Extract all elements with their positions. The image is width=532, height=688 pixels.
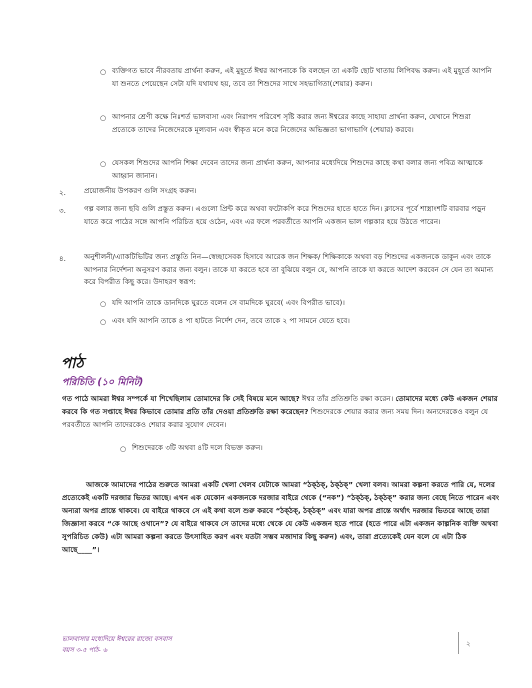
list-number: ৪.	[59, 254, 66, 263]
numbered-item: গল্প বলার জন্য ছবি গুলি প্রস্তুত করুন। এগুলো প্রিন্ট করে অথবা ফটোকপি করে শিশুদের হাতে হাতে দিন। ক্লাসের পূর্বে শাস্ত্রাংশটি বারবার পড়ুন যাতে করে পাঠের সঙ্গে আপনি পরিচিত হয়ে ওঠেন, এবং এর ফলে পরবর্তীতে আপনি একজন ভাল গল্পকার হয়ে উঠতে পারেন।	[84, 204, 486, 226]
footer-divider	[458, 632, 459, 654]
bullet-icon: ○	[100, 68, 107, 76]
bullet-icon: ○	[120, 445, 127, 453]
numbered-item: অনুশীলনী/এ্যাকটিভিটির জন্য প্রস্তুতি নিন—স্বেচ্ছাসেবক হিসাবে আরেক জন শিক্ষক/ শিক্ষিকাকে অথবা বড় শিশুদের একজনকে ডাকুন এবং তাকে আপনার নির্দেশনা অনুসরণ করার জন্য বলুন। তাকে যা করতে হবে তা বুঝিয়ে বলুন যে, আপনি তাকে যা করতে আদেশ করবেন সে যেন তা অমান্য করে বিপরীত কিছু করে। উদাহরণ স্বরূপ:	[84, 252, 494, 286]
list-number: ২.	[59, 188, 66, 197]
page-number: ২	[466, 640, 471, 648]
intro-paragraph	[62, 392, 500, 431]
footer-line-2: বয়স ৩-৫ পাঠ- ৬	[62, 646, 108, 654]
intro-question: গত পাঠে আমরা ঈশ্বর সম্পর্কে যা শিখেছিলাম তোমাদের কি সেই বিষয়ে মনে আছে?	[62, 394, 300, 403]
section-heading: পাঠ	[61, 354, 84, 372]
bullet-item: ব্যক্তিগত ভাবে নীরবতায় প্রার্থনা করুন, এই মুহূর্তে ঈশ্বর আপনাকে কি বলছেন তা একটি ছোট খাতায় লিপিবদ্ধ করুন। এই মুহূর্তে আপনি যা শুনতে পেয়েছেন সেটা যদি যথাযথ হয়, তবে তা শিশুদের সাথে সহভাগিতা(শেয়ার) করুন।	[112, 66, 492, 88]
bullet-icon: ○	[100, 318, 107, 326]
list-number: ৩.	[59, 206, 66, 215]
bullet-icon: ○	[100, 114, 107, 122]
bullet-icon: ○	[100, 300, 107, 308]
split-instruction: শিশুদেরকে ৩টি অথবা ৪টি দলে বিভক্ত করুন।	[132, 443, 263, 452]
section-subheading: পরিচিতি (১০ মিনিট)	[62, 377, 144, 388]
bullet-item: যেসকল শিশুদের আপনি শিক্ষা দেবেন তাদের জন্য প্রার্থনা করুন, আপনার মধ্যেদিয়ে শিশুদের কাছে কথা বলার জন্য পবিত্র আত্মাকে আহ্বান জানান।	[112, 158, 483, 180]
bullet-item: আপনার শ্রেণী কক্ষে নিঃশর্ত ভালবাসা এবং নিরাপদ পরিবেশ সৃষ্টি করার জন্য ঈশ্বরের কাছে সাহায্য প্রার্থনা করুন, যেখানে শিশুরা প্রত্যেকে তাদের নিজেদেরকে মূল্যবান এবং স্বীকৃত মনে করে নিজেদের অভিজ্ঞতা ভাগাভাগি (শেয়ার) করবে।	[112, 112, 471, 134]
intro-text-2: শিশুদেরকে শেয়ার করার জন্য সময় দিন। অন্যদেরকেও বলুন যে পরবর্তীতে আপনি তাদেরকেও শেয়ার করার সুযোগ দেবেন।	[62, 407, 489, 429]
sub-bullet-item: যদি আপনি তাকে ডানদিকে ঘুরতে বলেন সে বামদিকে ঘুরবে( এবং বিপরীত ভাবে)।	[112, 298, 345, 307]
bullet-icon: ○	[100, 160, 107, 168]
sub-bullet-item: এবং যদি আপনি তাকে ৪ পা হাটতে নির্দেশ দেন, তবে তাকে ২ পা সামনে যেতে হবে।	[112, 316, 350, 325]
intro-question-2: তোমাদের মধ্যে কেউ একজন শেয়ার করবে কি গত সপ্তাহে ঈশ্বর কিভাবে তোমার প্রতি তাঁর দেওয়া প্রতিশ্রুতি রক্ষা করেছেন?	[62, 394, 498, 416]
game-paragraph: আজকে আমাদের পাঠের শুরুতে আমরা একটি খেলা খেলব যেটাকে আমরা “ঠক্‌ঠক্‌, ঠক্‌ঠক্‌” খেলা বলব। আমরা কল্পনা করতে পারি যে, দলের প্রত্যেকেই একটি দরজার ভিতর আছে। এখন এক যেকোন একজনকে দরজার বাইরে থেকে (“নক”) “ঠক্‌ঠক্‌, ঠক্‌ঠক্‌” করার জন্য বেছে নিতে পারেন এবং অন্যরা অপর প্রান্তে থাকবে। যে বাইরে থাকবে সে এই কথা বলে শুরু করবে “ঠক্‌ঠক্‌, ঠক্‌ঠক্‌” এবং যারা অপর প্রান্তে অর্থাৎ দরজার ভিতরে আছে তারা জিজ্ঞাসা করবে “কে আছে ওখানে”? যে বাইরে থাকবে সে তাদের মধ্যে থেকে যে কেউ একজন হতে পারে (হতে পারে এটা একজন কাল্পনিক ব্যক্তি অথবা সুপরিচিত কেউ) এটা আমরা কল্পনা করতে উৎসাহিত করণ এবং যতটা সম্ভব মজাদার কিছু করুন) এবং, তারা প্রত্যেকেই যেন বলে যে এটা ঠিক আছে____”।	[62, 480, 500, 554]
numbered-item: প্রয়োজনীয় উপকরণ গুলি সংগ্রহ করুন।	[84, 186, 197, 195]
footer-title	[62, 634, 172, 656]
footer-line-1: ভালবাসার মধ্যেদিয়ে ঈশ্বরের রাজ্যে বসবাস	[62, 635, 172, 643]
intro-text: ঈশ্বর তাঁর প্রতিশ্রুতি রক্ষা করেন।	[299, 394, 396, 403]
